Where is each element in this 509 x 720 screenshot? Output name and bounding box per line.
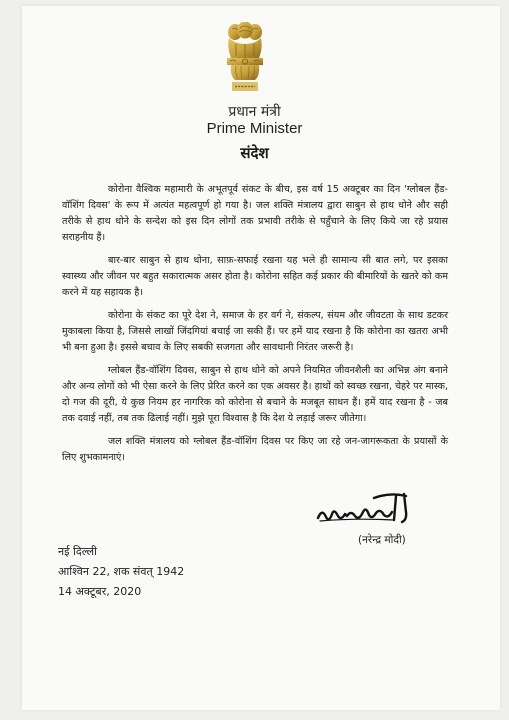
date: 14 अक्टूबर, 2020 bbox=[58, 585, 142, 598]
paragraph: बार-बार साबुन से हाथ धोना, साफ़-सफाई रखना यह भले ही सामान्य सी बात लगे, पर इसका स्वास्थ्य और जीवन पर बहुत सकारात्मक असर होता है। कोरोना सहित कई प्रकार की बीमारियों के खतरे को कम करने में यह सहायक है। bbox=[62, 255, 448, 298]
paragraph: ग्लोबल हैंड-वॉशिंग दिवस, साबुन से हाथ धोने को अपने नियमित जीवनशैली का अभिन्न अंग बनाने और अन्य लोगों को भी ऐसा करने के लिए प्रेरित करने का एक अवसर है। हाथों को स्वच्छ रखना, चेहरे पर मास्क, दो गज की दूरी, ये कुछ नियम हर नागरिक को कोरोना से बचाने के मजबूत साधन हैं। हमें याद रखना है - जब तक दवाई नहीं, तब तक ढिलाई नहीं। मुझे पूरा विश्वास है कि देश ये लड़ाई जरूर जीतेगा। bbox=[62, 365, 448, 424]
paragraph: कोरोना वैश्विक महामारी के अभूतपूर्व संकट के बीच, इस वर्ष 15 अक्टूबर का दिन 'ग्लोबल हैंड-वॉशिंग दिवस' के रूप में अत्यंत महत्वपूर्ण हो गया है। जल शक्ति मंत्रालय द्वारा साबुन से हाथ धोने और सही तरीके से हाथ धोने के सन्देश को इस दिन लोगों तक प्रभावी तरीके से पहुँचाने के लिए किये जा रहे प्रयास सराहनीय हैं। bbox=[62, 184, 448, 243]
office-title-hindi: प्रधान मंत्री bbox=[228, 104, 281, 120]
place: नई दिल्ली bbox=[58, 545, 97, 558]
paragraph: जल शक्ति मंत्रालय को ग्लोबल हैंड-वॉशिंग दिवस पर किए जा रहे जन-जागरूकता के प्रयासों के लिए शुभकामनाएं। bbox=[62, 436, 448, 463]
letter-footer bbox=[58, 542, 184, 602]
message-body bbox=[62, 182, 448, 473]
national-emblem-icon bbox=[222, 22, 268, 94]
saka-date: आश्विन 22, शक संवत् 1942 bbox=[58, 565, 185, 578]
signatory-name: (नरेन्द्र मोदी) bbox=[358, 534, 406, 546]
office-title-english: Prime Minister bbox=[206, 120, 303, 137]
paragraph: कोरोना के संकट का पूरे देश ने, समाज के हर वर्ग ने, संकल्प, संयम और जीवटता के साथ डटकर मुकाबला किया है, जिससे लाखों जिंदगियां बचाई जा सकी हैं। पर हमें याद रखना है कि कोरोना का खतरा अभी भी बना हुआ है। इससे बचाव के लिए सबकी सजगता और सावधानी निरंतर जरूरी है। bbox=[62, 310, 448, 353]
handwritten-signature bbox=[314, 490, 426, 530]
message-heading: संदेश bbox=[240, 144, 269, 162]
